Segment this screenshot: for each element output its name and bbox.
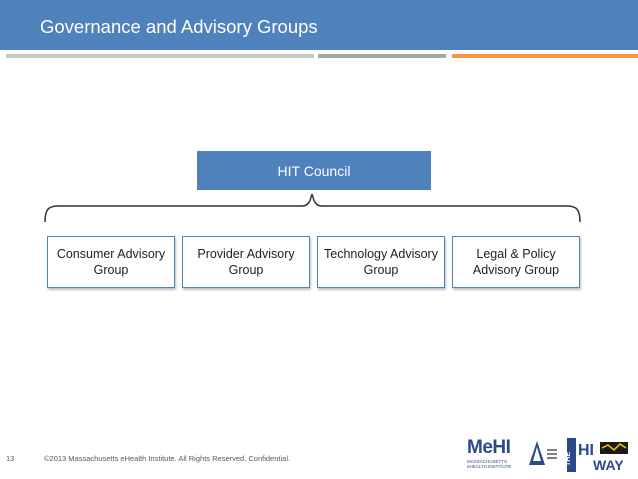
- svg-text:WAY: WAY: [593, 457, 624, 473]
- svg-text:HI: HI: [578, 442, 594, 459]
- triangle-logo-icon: [527, 439, 559, 471]
- curly-brace: [40, 192, 585, 228]
- mehi-logo-subtitle: MASSACHUSETTS eHEALTH INSTITUTE: [467, 459, 512, 469]
- svg-text:THE: THE: [565, 452, 572, 466]
- hiway-logo-icon: [567, 436, 630, 474]
- group-label: Technology Advisory Group: [324, 247, 438, 277]
- technology-advisory-group-box: [317, 236, 445, 288]
- consumer-advisory-group-box: [47, 236, 175, 288]
- group-label: Consumer Advisory Group: [56, 247, 166, 277]
- mehi-logo-text: MeHI: [467, 437, 511, 458]
- copyright-text: ©2013 Massachusetts eHealth Institute. All Rights Reserved. Confidential.: [44, 454, 291, 463]
- accent-line-gray-mid: [318, 54, 446, 58]
- legal-policy-advisory-group-box: [452, 236, 580, 288]
- slide-title: Governance and Advisory Groups: [40, 16, 318, 37]
- group-label: Legal & Policy Advisory Group: [472, 247, 560, 277]
- title-bar: [0, 0, 638, 50]
- group-label: Provider Advisory Group: [197, 247, 295, 277]
- hit-council-node: HIT Council: [197, 151, 431, 190]
- accent-line-orange: [452, 54, 638, 58]
- provider-advisory-group-box: [182, 236, 310, 288]
- accent-line-gray-left: [6, 54, 314, 58]
- mehi-logo: [467, 437, 525, 471]
- page-number: 13: [6, 454, 15, 463]
